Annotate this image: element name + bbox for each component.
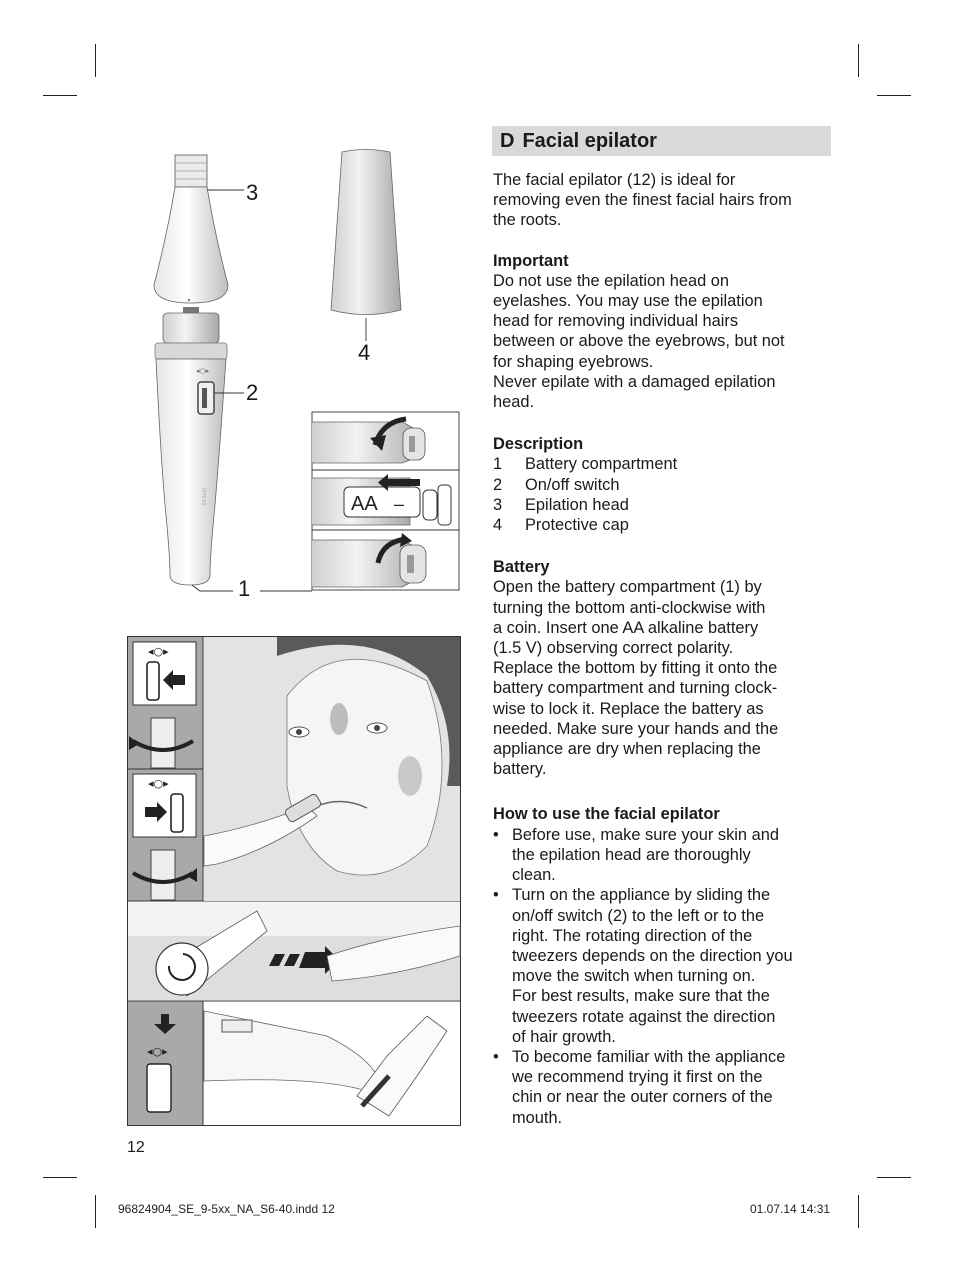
important-heading: Important xyxy=(493,251,569,270)
list-item: • Turn on the appliance by sliding the on/off switch (2) to the left or to the right. The rotating direction of the tweezers depends on the direction you move the switch when turning on. For best results, make sure that the tweezers rotate against the direction of hair growth. xyxy=(493,886,793,1046)
callout-4: 4 xyxy=(358,340,371,365)
crop-mark xyxy=(95,1195,96,1228)
svg-text:◂○▸: ◂○▸ xyxy=(196,367,210,375)
battery-heading: Battery xyxy=(493,558,550,577)
callout-2: 2 xyxy=(246,380,259,405)
section-letter: D xyxy=(500,130,515,152)
important-paragraph: Do not use the epilation head on eyelashes. You may use the epilation head for removing individual hairs between or above the eyebrows, but not for shaping eyebrows. Never epilate with a damaged epilation head. xyxy=(493,271,785,412)
crop-mark xyxy=(858,1195,859,1228)
section-heading xyxy=(492,126,831,156)
text-column xyxy=(493,126,831,1128)
list-item: 2 On/off switch xyxy=(493,475,620,494)
section-title: Facial epilator xyxy=(522,130,657,152)
intro-paragraph: The facial epilator (12) is ideal for removing even the finest facial hairs from the roots. xyxy=(493,171,792,230)
bullet-marker: • xyxy=(493,1047,499,1066)
crop-mark xyxy=(877,1177,911,1178)
crop-mark xyxy=(43,95,77,96)
page-number: 12 xyxy=(127,1139,145,1156)
bullet-marker: • xyxy=(493,825,499,844)
protective-cap xyxy=(331,150,401,366)
battery-steps xyxy=(312,412,459,590)
battery-polarity: – xyxy=(394,494,405,514)
callout-3: 3 xyxy=(246,180,259,205)
list-item: 1 Battery compartment xyxy=(493,455,678,474)
usage-illustration xyxy=(127,636,461,1126)
svg-text:◂○▸: ◂○▸ xyxy=(147,1045,168,1058)
device-parts-illustration xyxy=(120,145,465,600)
footer-date: 01.07.14 14:31 xyxy=(750,1202,831,1216)
svg-text:◂○▸: ◂○▸ xyxy=(148,777,169,790)
svg-text:◂○▸: ◂○▸ xyxy=(148,645,169,658)
footer-filename: 96824904_SE_9-5xx_NA_S6-40.indd 12 xyxy=(118,1202,335,1216)
crop-mark xyxy=(43,1177,77,1178)
battery-paragraph: Open the battery compartment (1) by turning the bottom anti-clockwise with a coin. Insert one AA alkaline battery (1.5 V) observing correct polarity. Replace the bottom by fitting it onto the battery compartment and turning clock- wise to lock it. Replace the battery as needed. Make sure your hands and the appliance are dry when replacing the battery. xyxy=(493,578,779,779)
list-item: 4 Protective cap xyxy=(493,516,629,535)
howto-heading: How to use the facial epilator xyxy=(493,805,720,824)
crop-mark xyxy=(877,95,911,96)
battery-label: AA xyxy=(351,493,378,515)
list-item: 3 Epilation head xyxy=(493,495,629,514)
description-heading: Description xyxy=(493,435,584,454)
list-item: • To become familiar with the appliance we recommend trying it first on the chin or near the outer corners of the mouth. xyxy=(493,1047,786,1127)
list-item: • Before use, make sure your skin and the epilation head are thoroughly clean. xyxy=(493,825,779,885)
crop-mark xyxy=(858,44,859,77)
crop-mark xyxy=(95,44,96,77)
epilation-head xyxy=(154,155,228,303)
svg-text:braun: braun xyxy=(201,487,208,505)
bullet-marker: • xyxy=(493,886,499,905)
callout-1: 1 xyxy=(238,576,251,600)
description-list xyxy=(493,454,831,535)
